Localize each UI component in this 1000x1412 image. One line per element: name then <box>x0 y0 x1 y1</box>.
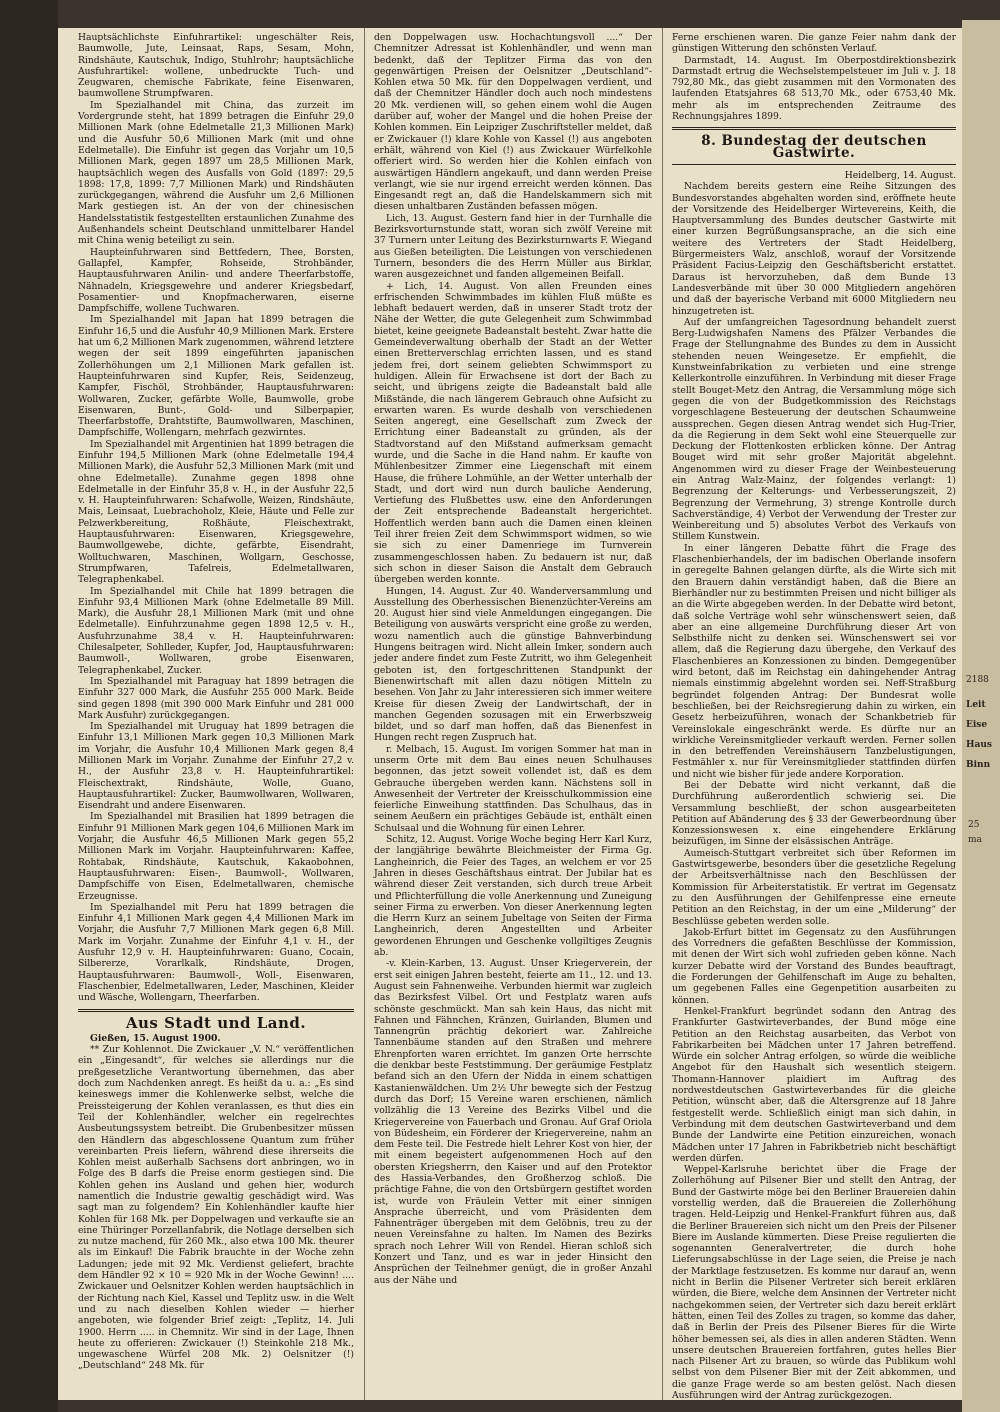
edge-fragment: Eise <box>966 720 988 730</box>
article-paragraph: Im Spezialhandel mit Paraguay hat 1899 betragen die Einfuhr 327 000 Mark, die Ausfuhr 255 000 Mark. Beide sind gegen 1898 (mit 390 000 Mark Einfuhr und 281 000 Mark Ausfuhr) zurückgegangen. <box>78 675 354 721</box>
article-paragraph: Im Spezialhandel mit China, das zurzeit im Vordergrunde steht, hat 1899 betragen die Einfuhr 29,0 Millionen Mark (ohne Edelmetalle 21,3 Millionen Mark) und die Ausfuhr 50,6 Millionen Mark (mit und ohne Edelmetalle). Die Einfuhr ist gegen das Vorjahr um 10,5 Millionen Mark, gegen 1897 um 28,5 Millionen Mark, hauptsächlich wegen des Ausfalls von Gold (1897: 29,5 1898: 17,8, 1899: 7,7 Millionen Mark) und Rindshäuten zurückgegangen, während die Ausfuhr um 2,6 Millionen Mark gestiegen ist. An der von der chinesischen Handelsstatistik festgestellten erstaunlichen Zunahme des Außenhandels scheint Deutschland unmittelbarer Handel mit China wenig beteiligt zu sein. <box>78 99 354 247</box>
book-binding-shadow <box>0 0 58 1412</box>
article-paragraph: Jakob-Erfurt bittet im Gegensatz zu den Ausführungen des Vorredners die gefaßten Beschlüsse der Kommission, mit denen der Wirt sich wohl zufrieden geben könne. Nach kurzer Debatte wird der Vorstand des Bundes beauftragt, die Forderungen der Gehilfenschaft im Auge zu behalten, um gegebenen Falles eine Gegenpetition ausarbeiten zu können. <box>672 926 956 1006</box>
dateline: Heidelberg, 14. August. <box>844 169 956 181</box>
section-divider <box>78 1009 354 1012</box>
article-paragraph: Im Spezialhandel mit Japan hat 1899 betragen die Einfuhr 16,5 und die Ausfuhr 40,9 Millionen Mark. Erstere hat um 6,2 Millionen Mark zugenommen, während letztere wegen der seit 1899 eingeführten japanischen Zollerhöhungen um 2,1 Millionen Mark gefallen ist. Haupteinfuhrwaren sind Kupfer, Reis, Seidenzeug, Kampfer, Fischöl, Strohbänder, Hauptausfuhrwaren: Wollwaren, Zucker, gefärbte Wolle, Baumwolle, grobe Eisenwaren, Bunt-, Gold- und Silberpapier, Theerfarbstoffe, Drahtstifte, Baumwollwaren, Maschinen, Dampfschiffe, Wollengarn, mehrfach gezwirntes. <box>78 314 354 439</box>
section-heading: Aus Stadt und Land. <box>125 1013 307 1032</box>
article-paragraph: Haupteinfuhrwaren sind Bettfedern, Thee, Borsten, Gallapfel, Kampfer, Rohseide, Strohbänder, Hauptausfuhrwaren Anilin- und andere Theerfarbstoffe, Nähnadeln, Kriegsgewehre und anderer Kriegsbedarf, Posamentier- und Knopfmacherwaren, eiserne Dampfschiffe, wollene Tuchwaren. <box>78 246 354 315</box>
article-paragraph: Ferne erschienen waren. Die ganze Feier nahm dank der günstigen Witterung den schönsten Verlauf. <box>672 32 956 55</box>
column-3 <box>672 32 956 1402</box>
article-paragraph: Im Spezialhandel mit Uruguay hat 1899 betragen die Einfuhr 13,1 Millionen Mark gegen 10,3 Millionen Mark im Vorjahr, die Ausfuhr 10,4 Millionen Mark gegen 8,4 Millionen Mark im Vorjahr. Zunahme der Einfuhr 27,2 v. H., der Ausfuhr 23,8 v. H. Haupteinfuhrartikel: Fleischextrakt, Rindshäute, Wolle, Guano, Hauptausfuhrartikel: Zucker, Baumwollwaren, Wollwaren, Eisendraht und andere Eisenwaren. <box>78 721 354 812</box>
column-rule <box>364 28 365 1400</box>
section-divider <box>672 127 956 130</box>
edge-fragment: Haus <box>966 740 992 750</box>
article-paragraph: Nachdem bereits gestern eine Reihe Sitzungen des Bundesvorstandes abgehalten worden sind, eröffnete heute der Vorsitzende des Heidelberger Wirtevereins, Keith, die Hauptversammlung des Bundes deutscher Gastwirte mit einer kurzen Begrüßungsansprache, an die sich eine weitere des Vertreters der Stadt Heidelberg, Bürgermeisters Walz, anschloß, worauf der Vorsitzende Präsident Facius-Leipzig den Geschäftsbericht erstattet. Daraus ist hervorzuheben, daß dem Bunde 13 Landesverbände mit über 30 000 Mitgliedern angehören und daß der bayerische Verband mit 6000 Mitgliedern neu hinzugetreten ist. <box>672 181 956 317</box>
edge-fragment: ma <box>968 835 982 845</box>
article-paragraph: Henkel-Frankfurt begründet sodann den Antrag des Frankfurter Gastwirteverbandes, der Bund möge eine Petition an den Reichstag ausarbeiten, das Verbot von Fabrikarbeiten bei Mädchen unter 17 Jahren betreffend. Würde ein solcher Antrag erfolgen, so würde die weibliche Angebot für den Haushalt sich wesentlich steigern. Thomann-Hannover plaidiert im Auftrag des nordwestdeutschen Gastwirteverbandes für die gleiche Petition, wünscht aber, daß die Altersgrenze auf 18 Jahre festgestellt werde. Schließlich einigt man sich dahin, in Verbindung mit dem deutschen Gastwirteverband und dem Bunde der Landwirte eine Petition einzureichen, wonach Mädchen unter 17 Jahren in Fabrikbetrieb nicht beschäftigt werden dürfen. <box>672 1005 956 1164</box>
article-paragraph: Darmstadt, 14. August. Im Oberpostdirektionsbezirk Darmstadt ertrug die Wechselstempelsteuer im Juli v. J. 18 792,80 Mk., das giebt zusammen mit den Vormonaten des laufenden Etatsjahres 68 513,70 Mk., oder 6753,40 Mk. mehr als im entsprechenden Zeitraume des Rechnungsjahres 1899. <box>672 54 956 123</box>
edge-fragment: Leit <box>966 700 986 710</box>
article-paragraph: + Lich, 14. August. Von allen Freunden eines erfrischenden Schwimmbades im kühlen Fluß müßte es lebhaft bedauert werden, daß in unserer Stadt trotz der Nähe der Wetter, die gute Gelegenheit zum Schwimmbad bietet, keine geeignete Badeanstalt besteht. Zwar hatte die Gemeindeverwaltung oberhalb der Stadt an der Wetter einen Bretterverschlag errichten lassen, und es stand jedem frei, dort seinem geliebten Schwimmsport zu huldigen. Allein für Erwachsene ist dort der Bach zu seicht, und übrigens zeigte die Badeanstalt bald alle Mißstände, die nach längerem Gebrauch ohne Aufsicht zu erwarten waren. Es wurde deshalb von verschiedenen Seiten angeregt, eine Gesellschaft zum Zweck der Errichtung einer Badeanstalt zu gründen, als der Stadtvorstand auf den Mißstand aufmerksam gemacht wurde, und die Sache in die Hand nahm. Er kaufte von Mühlenbesitzer Zimmer eine Liegenschaft mit einem Hause, die frühere Lohmühle, an der Wetter unterhalb der Stadt, und dort wird nun durch bauliche Aenderung, Vertiefung des Flußbettes usw. eine den Anforderungen der Zeit entsprechende Badeanstalt hergerichtet. Hoffentlich werden bann auch die Damen einen kleinen Teil ihrer freien Zeit dem Schwimmsport widmen, so wie sie sich zu einer Damenriege im Turnverein zusammengeschlossen haben. Zu bedauern ist nur, daß sich schon in dieser Saison die Anstalt dem Gebrauch übergeben werden konnte. <box>374 280 652 586</box>
article-paragraph: Schitz, 12. August. Vorige Woche beging Herr Karl Kurz, der langjährige bewährte Bleichmeister der Firma Gg. Langheinrich, die Feier des Tages, an welchem er vor 25 Jahren in dieses Geschäftshaus eintrat. Der Jubilar hat es während dieser Zeit verstanden, sich durch treue Arbeit und Pflichterfüllung die volle Anerkennung und Zuneigung seiner Firma zu erwerben. Von dieser Anerkennung legten die Herrn Kurz an seinem Jubeltage von Seiten der Firma Langheinrich, deren Angestellten und Arbeiter gewordenen Ehrungen und Geschenke vollgiltiges Zeugnis ab. <box>374 834 652 959</box>
article-paragraph: Hungen, 14. August. Zur 40. Wanderversammlung und Ausstellung des Oberhessischen Bienenzüchter-Vereins am 20. August hier sind viele Anmeldungen eingegangen. Die Beteiligung von auswärts verspricht eine große zu werden, wozu namentlich auch die günstige Bahnverbindung Hungens beitragen wird. Nicht allein Imker, sondern auch jeder andere findet zum Feste Zutritt, wo ihm Gelegenheit geboten ist, den fortgeschrittenen Standpunkt der Bienenwirtschaft mit allen dazu nötigen Mitteln zu besehen. Von Jahr zu Jahr interessieren sich immer weitere Kreise für diesen Zweig der Landwirtschaft, der in manchen Gegenden sozusagen mit ein Erwerbszweig bildet, und so darf man hoffen, daß das Bienenfest in Hungen recht regen Zuspruch hat. <box>374 585 652 744</box>
section-heading: 8. Bundestag der deutschen Gastwirte. <box>701 133 927 161</box>
article-paragraph: Auf der umfangreichen Tagesordnung behandelt zuerst Berg-Ludwigshafen Namens des Pfälzer Verbandes die Frage der Stellungnahme des Bundes zu dem in Aussicht stehenden neuen Weingesetze. Er empfiehlt, die Kunstweinfabrikation zu verbieten und eine strenge Kellerkontrolle einzuführen. In Verbindung mit dieser Frage stellt Bouget-Metz den Antrag, die Versammlung möge sich gegen die von der Budgetkommission des Reichstags vorgeschlagene Besteuerung der deutschen Schaumweine aussprechen. Gegen diesen Antrag wendet sich Hug-Trier, da die Regierung in dem Sekt wohl eine Steuerquelle zur Deckung der Flottenkosten erblicken könne. Der Antrag Bouget wird mit sehr großer Majorität abgelehnt. Angenommen wird zu dieser Frage der Weinbesteuerung ein Antrag Walz-Mainz, der folgendes verlangt: 1) Begrenzung der Kelterungs- und Verbesserungszeit, 2) Begrenzung der Vermehrung, 3) strenge Kontrolle durch Sachverständige, 4) Verbot der Verwendung der Trester zur Weinbereitung und 5) absolutes Verbot des Verkaufs von Stillem Kunstwein. <box>672 316 956 543</box>
article-paragraph: Bei der Debatte wird nicht verkannt, daß die Durchführung außerordentlich schwierig sei. Die Versammlung beschließt, der schon ausgearbeiteten Petition auf Abänderung des § 33 der Gewerbeordnung über Konzessionswesen x. eine eingehendere Erklärung beizufügen, im Sinne der elsässischen Anträge. <box>672 780 956 848</box>
article-paragraph: Im Spezialhandel mit Chile hat 1899 betragen die Einfuhr 93,4 Millionen Mark (ohne Edelmetalle 89 Mill. Mark), die Ausfuhr 28,1 Millionen Mark (mit und ohne Edelmetalle). Einfuhrzunahme gegen 1898 12,5 v. H., Ausfuhrzunahme 38,4 v. H. Haupteinfuhrwaren: Chilesalpeter, Sohlleder, Kupfer, Jod, Hauptausfuhrwaren: Baumwoll-, Wollwaren, grobe Eisenwaren, Telegraphenkabel, Zucker. <box>78 585 354 676</box>
article-paragraph: Im Spezialhandel mit Brasilien hat 1899 betragen die Einfuhr 91 Millionen Mark gegen 104,6 Millionen Mark im Vorjahr, die Ausfuhr 46,5 Millionen Mark gegen 55,2 Millionen Mark im Vorjahr. Haupteinfuhrwaren: Kaffee, Rohtabak, Rindshäute, Kautschuk, Kakaobohnen, Hauptausfuhrwaren: Eisen-, Baumwoll-, Wollwaren, Dampfschiffe von Eisen, Edelmetallwaren, chemische Erzeugnisse. <box>78 811 354 902</box>
section-divider <box>672 164 956 165</box>
article-paragraph: Weppel-Karlsruhe berichtet über die Frage der Zollerhöhung auf Pilsener Bier und stellt den Antrag, der Bund der Gastwirte möge bei den Berliner Brauereien dahin vorstellig werden, daß die Brauereien die Zollerhöhung tragen. Held-Leipzig und Henkel-Frankfurt führen aus, daß die Berliner Brauereien sich nicht um den Preis der Pilsener Biere im Auslande kümmerten. Diese Preise regulierten die sogenannten Generalvertreter, die durch hohe Lieferungsabschlüsse in der Lage seien, die Preise je nach der Marktlage festzusetzen. Es komme nur darauf an, wenn nicht in Berlin die Pilsener Vertreter sich bereit erklären würden, die Biere, welche dem Ansinnen der Vertreter nicht nachgekommen seien, der Vertreter sich dazu bereit erklärt hätten, einen Teil des Zolles zu tragen, so komme das daher, daß in Berlin der Preis des Pilsener Bieres für die Wirte höher bemessen sei, als dies in allen anderen Städten. Wenn unsere deutschen Brauereien fortfahren, gutes helles Bier nach Pilsener Art zu brauen, so würde das Publikum wohl selbst von dem Pilsener Bier mit der Zeit abkommen, und die ganze Frage werde so am besten gelöst. Nach diesen Ausführungen wird der Antrag zurückgezogen. <box>672 1164 956 1402</box>
column-2 <box>374 32 652 1392</box>
newspaper-page <box>58 28 962 1400</box>
article-paragraph: -v. Klein-Karben, 13. August. Unser Kriegerverein, der erst seit einigen Jahren besteht, feierte am 11., 12. und 13. August sein Fahnenweihe. Verbunden hiermit war zugleich das Bezirksfest Vilbel. Ort und Festplatz waren aufs schönste geschmückt. Man sah kein Haus, das nicht mit Fahnen und Fähnchen, Kränzen, Guirlanden, Blumen und Tannengrün prächtig dekoriert war. Zahlreiche Tannenbäume standen auf den Straßen und mehrere Ehrenpforten waren errichtet. Im ganzen Orte herrschte die denkbar beste Feststimmung. Der geräumige Festplatz befand sich an den Ufern der Nidda in einem schattigen Kastanienwäldchen. Um 2½ Uhr bewegte sich der Festzug durch das Dorf; 15 Vereine waren erschienen, nämlich vollzählig die 13 Vereine des Bezirks Vilbel und die Kriegervereine von Fauerbach und Gronau. Auf Graf Oriola von Büdesheim, ein Förderer der Kriegervereine, nahm an dem Feste teil. Die Festrede hielt Lehrer Kost von hier, der mit einem begeistert aufgenommenen Hoch auf den obersten Kriegsherrn, den Kaiser und auf den Protektor des Hassia-Verbandes, den Großherzog schloß. Die prächtige Fahne, die von den Ortsbürgern gestiftet worden ist, wurde von Fräulein Vetter mit einer sinnigen Ansprache überreicht, und vom Präsidenten dem Fahnenträger übergeben mit dem Gelöbnis, treu zu der neuen Vereinsfahne zu halten. Im Namen des Bezirks sprach noch Lehrer Will von Rendel. Hieran schloß sich Konzert und Tanz, und es war in jeder Hinsicht den Ansprüchen der Teilnehmer genügt, die in großer Anzahl aus der Nähe und <box>374 958 652 1286</box>
article-paragraph: Hauptsächlichste Einfuhrartikel: ungeschälter Reis, Baumwolle, Jute, Leinsaat, Raps, Sesam, Mohn, Rindshäute, Kautschuk, Indigo, Stuhlrohr; hauptsächliche Ausfuhrartikel: wollene, unbedruckte Tuch- und Zeugwaren, chemische Fabrikate, feine Eisenwaren, baumwollene Strumpfwaren. <box>78 32 354 100</box>
article-paragraph: Im Spezialhandel mit Peru hat 1899 betragen die Einfuhr 4,1 Millionen Mark gegen 4,4 Millionen Mark im Vorjahr, die Ausfuhr 7,7 Millionen Mark gegen 6,8 Mill. Mark im Vorjahr. Zunahme der Einfuhr 4,1 v. H., der Ausfuhr 12,9 v. H. Haupteinfuhrwaren: Guano, Cocain, Silbererze, Vorarlkalk, Rindshäute, Drogen, Hauptausfuhrwaren: Baumwoll-, Woll-, Eisenwaren, Flaschenbier, Edelmetallwaren, Leder, Maschinen, Kleider und Wäsche, Wollengarn, Theerfarben. <box>78 901 354 1004</box>
article-paragraph: r. Melbach, 15. August. Im vorigen Sommer hat man in unserm Orte mit dem Bau eines neuen Schulhauses begonnen, das jetzt soweit vollendet ist, daß es dem Gebrauche übergeben werden kann. Nächstens soll in Anwesenheit der Vertreter der Kreisschulkommission eine feierliche Einweihung stattfinden. Das Schulhaus, das in seinem Aeußern ein prächtiges Gebäude ist, enthält einen Schulsaal und die Wohnung für einen Lehrer. <box>374 743 652 834</box>
article-paragraph: In einer längeren Debatte führt die Frage des Flaschenbierhandels, der im badischen Oberlande insofern in geregelte Bahnen gelangen dürfte, als die Wirte sich mit den Brauern dahin verständigt haben, daß die Biere an Bierhändler nur zu bestimmten Preisen und nicht billiger als an die Wirte abgegeben werden. In der Debatte wird betont, daß solche Verträge wohl sehr wünschenswert seien, daß aber an eine allgemeine Durchführung dieser Art von Selbsthilfe nicht zu denken sei. Wünschenswert sei vor allem, daß die Regierung dazu übergehe, den Verkauf des Flaschenbieres an Konzessionen zu binden. Demgegenüber wird betont, daß im Reichstag ein dahingehender Antrag niemals einstimmig abgelehnt worden sei. Neff-Straßburg begründet folgenden Antrag: Der Bundesrat wolle beschließen, bei der Reichsregierung dahin zu wirken, ein Gesetz herbeizuführen, wonach der Schankbetrieb für Vereinslokale eingeschränkt werde. Es dürfte nur an wirkliche Vereinsmitglieder verkauft werden. Ferner sollen in den betreffenden Vereinshäusern Tanzbelustigungen, Festmähler x. nur für Vereinsmitglieder stattfinden dürfen und nicht wie bisher für jede andere Korporation. <box>672 542 956 780</box>
article-paragraph: Im Spezialhandel mit Argentinien hat 1899 betragen die Einfuhr 194,5 Millionen Mark (ohne Edelmetalle 194,4 Millionen Mark), die Ausfuhr 52,3 Millionen Mark (mit und ohne Edelmetalle). Zunahme gegen 1898 ohne Edelmetalle in der Einfuhr 35,8 v. H., in der Ausfuhr 22,5 v. H. Haupteinfuhrwaren: Schafwolle, Weizen, Rindshäute, Mais, Leinsaat, Luebrachoholz, Kleie, Häute und Felle zur Pelzwerkbereitung, Roßhäute, Fleischextrakt, Hauptausfuhrwaren: Eisenwaren, Kriegsgewehre, Baumwollgewebe, dichte, gefärbte, Eisendraht, Wolltuchwaren, Maschinen, Wollgarn, Geschosse, Strumpfwaren, Tafelreis, Edelmetallwaren, Telegraphenkabel. <box>78 438 354 586</box>
column-rule <box>662 28 663 1400</box>
article-paragraph: den Doppelwagen usw. Hochachtungsvoll ....“ Der Chemnitzer Adressat ist Kohlenhändler, und wenn man bedenkt, daß der Teplitzer Firma das von den gegenwärtigen Preisen der Oelsnitzer „Deutschland“-Kohlen etwa 50 Mk. für den Doppelwagen verdient, und daß der Chemnitzer Händler doch auch noch mindestens 20 Mk. verdienen will, so gehen einem wohl die Augen darüber auf, woher der Mangel und die hohen Preise der Kohlen kommen. Ein Leipziger Zuschriftsteller meldet, daß er Zwickauer (!) klare Kohle von Kassel (!) aus angeboten erhält, während von Kiel (!) aus Zwickauer Würfelkohle offeriert wird. So werden hier die Kohlen einfach von auswärtigen Händlern angekauft, und dann werden Preise verlangt, wie sie nur irgend erreicht werden können. Das Eingesandt regt an, daß die Handelskammern sich mit diesen unhaltbaren Zuständen befassen mögen. <box>374 32 652 213</box>
edge-fragment: Binn <box>966 760 991 770</box>
edge-fragment: 2188 <box>966 675 989 685</box>
adjacent-page-edge <box>962 20 1000 1412</box>
edge-fragment: 25 <box>968 820 980 830</box>
column-1 <box>78 32 354 1392</box>
dateline: Gießen, 15. August 1900. <box>90 1032 221 1044</box>
article-paragraph: ** Zur Kohlennot. Die Zwickauer „V. N.“ veröffentlichen ein „Eingesandt“, für welches sie allerdings nur die preßgesetzliche Verantwortung übernehmen, das aber doch zum Nachdenken anregt. Es heißt da u. a.: „Es sind keineswegs immer die Kohlenwerke selbst, welche die Preissteigerung der Kohlen veranlassen, es thut dies ein Teil der Kohlenhändler, welcher ein regelrechtes Ausbeutungssystem betreibt. Die Grubenbesitzer müssen den Händlern das abgeschlossene Quantum zum früher vereinbarten Preis liefern, während diese ihrerseits die Kohlen meist außerhalb Sachsens dort anbringen, wo in Folge des B darfs die Preise enorm gestiegen sind. Die Kohlen gehen ins Ausland und gehen hier, wodurch namentlich die Industrie gewaltig geschädigt wird. Was sagt man zu folgendem? Ein Kohlenhändler kaufte hier Kohlen für 168 Mk. per Doppelwagen und verkaufte sie an eine Thüringer Porzellanfabrik, die Notlage derselben sich zu nutze machend, für 260 Mk., also etwa 100 Mk. theurer als im Einkauf! Die Fabrik brauchte in der Woche zehn Ladungen; jede mit 92 Mk. Verdienst geliefert, brachte dem Händler 92 × 10 = 920 Mk in der Woche Gewinn! .... Zwickauer und Oelsnitzer Kohlen werden hauptsächlich in der Richtung nach Kiel, Kassel und Teplitz usw. in die Welt und zu nach dieselben Kohlen wieder — hierher angeboten, wie folgender Brief zeigt: „Teplitz, 14. Juli 1900. Herrn ..... in Chemnitz. Wir sind in der Lage, Ihnen heute zu offerieren: Zwickauer (!) Steinkohle 218 Mk., ungewaschene Würfel 208 Mk. 2) Oelsnitzer (!) „Deutschland“ 248 Mk. für <box>78 1044 354 1372</box>
article-paragraph: Lich, 13. August. Gestern fand hier in der Turnhalle die Bezirksvorturnstunde statt, woran sich zwölf Vereine mit 37 Turnern unter Leitung des Bezirksturnwarts F. Wiegand aus Gießen beteiligten. Die Leistungen von verschiedenen Turnern, besonders die des Herrn Müller aus Birklar, waren ausgezeichnet und fanden allgemeinen Beifall. <box>374 212 652 281</box>
article-paragraph: Aumeisch-Stuttgart verbreitet sich über Reformen im Gastwirtsgewerbe, besonders über die gesetzliche Regelung der Arbeitsverhältnisse nach den Beschlüssen der Kommission für Arbeiterstatistik. Er vertrat im Gegensatz zu den Ausführungen der Gehilfenpresse eine erneute Petition an den Reichstag, in der um eine „Milderung“ der Beschlüsse gebeten werden solle. <box>672 847 956 927</box>
